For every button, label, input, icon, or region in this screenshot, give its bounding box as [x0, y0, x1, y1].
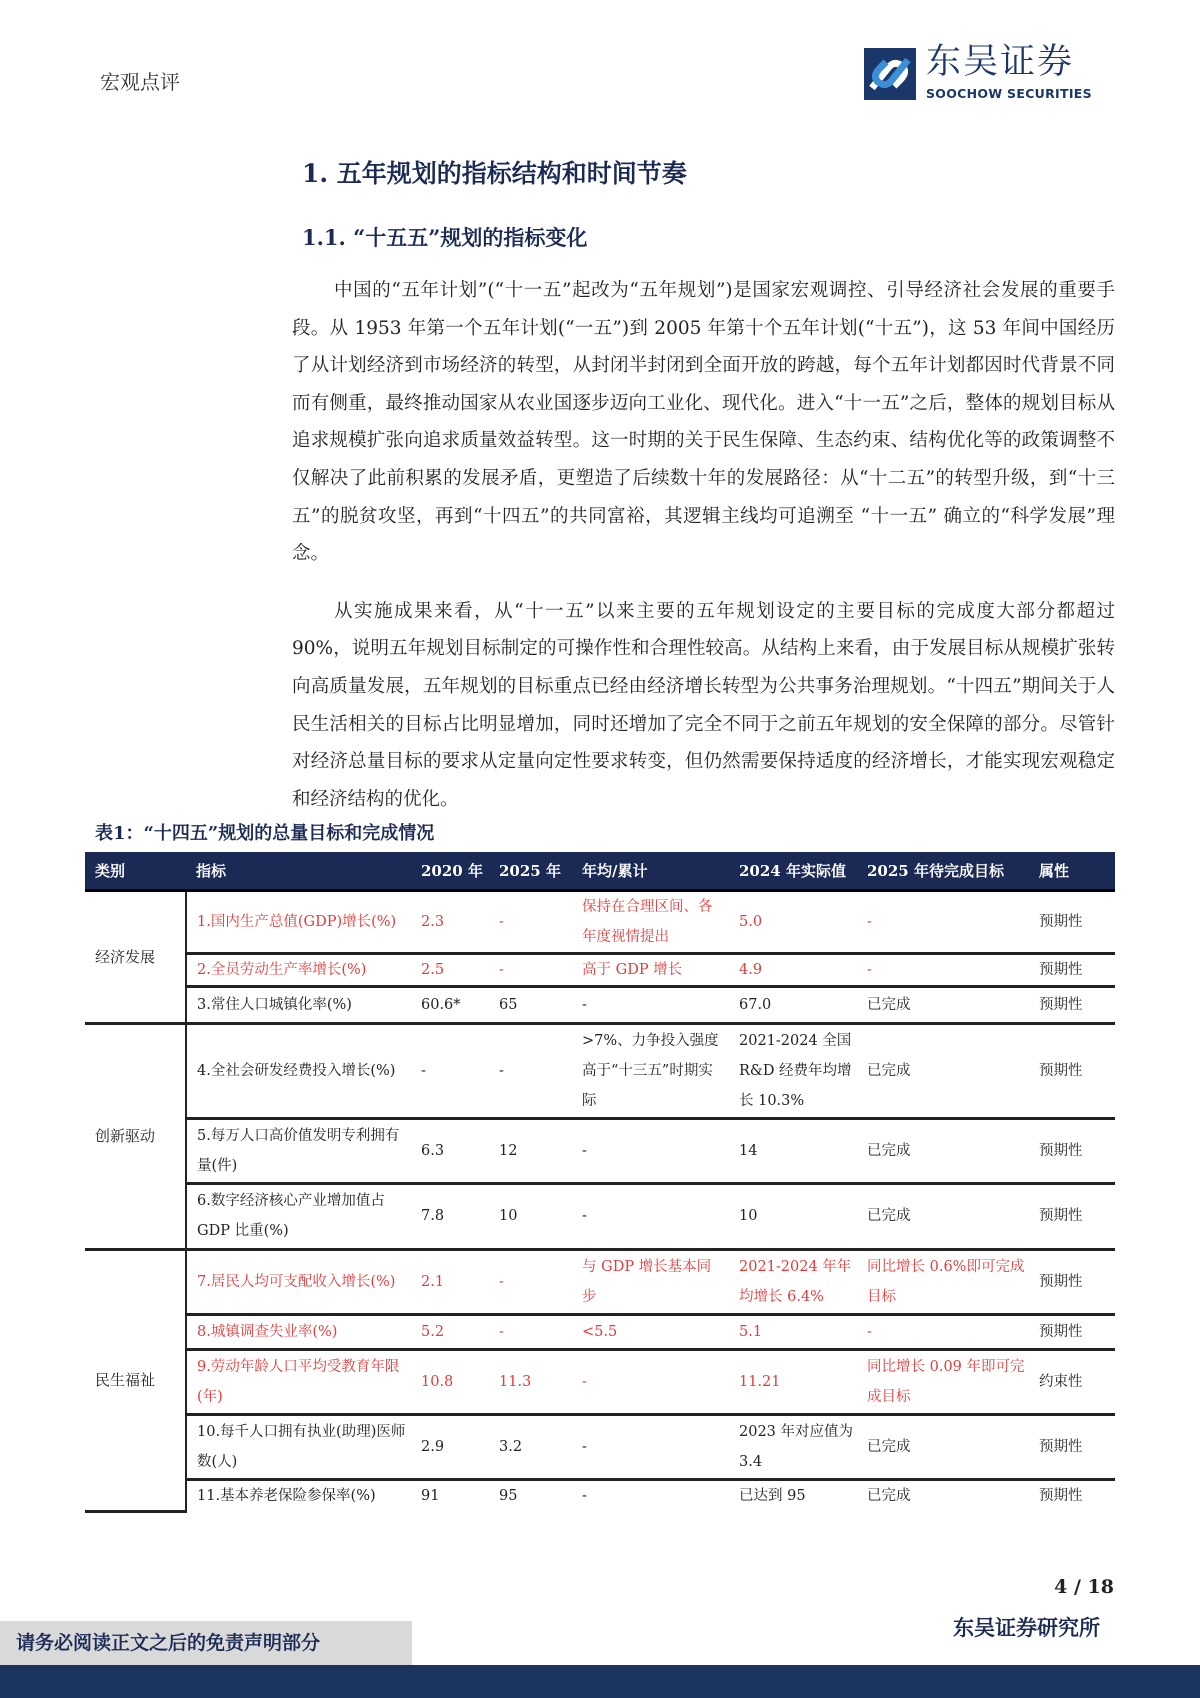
table-row	[85, 1023, 1115, 1118]
column-header: 2025 年待完成目标	[857, 852, 1029, 890]
table-cell: -	[489, 1249, 572, 1314]
table-cell: -	[857, 953, 1029, 986]
category-cell: 民生福祉	[85, 1249, 186, 1511]
page-number: 4 / 18	[1054, 1576, 1114, 1598]
logo-text-en: SOOCHOW SECURITIES	[926, 86, 1092, 101]
table-cell: 预期性	[1029, 1249, 1115, 1314]
table-row	[85, 953, 1115, 986]
institute-name: 东吴证券研究所	[953, 1615, 1100, 1640]
table-cell: 6.3	[411, 1118, 489, 1183]
table-cell: 5.0	[729, 890, 857, 953]
table-cell: 11.基本养老保险参保率(%)	[197, 1488, 376, 1505]
table-cell: 11.21	[729, 1349, 857, 1414]
table-cell: 2.全员劳动生产率增长(%)	[186, 953, 411, 986]
column-header: 2025 年	[489, 852, 572, 890]
table-cell: 12	[489, 1118, 572, 1183]
table-cell: -	[489, 1314, 572, 1349]
table-cell: 已完成	[857, 1183, 1029, 1249]
table-cell: 2.1	[411, 1249, 489, 1314]
table-row	[85, 1249, 1115, 1314]
footer-band	[0, 1665, 1200, 1698]
logo-mark-icon	[864, 48, 916, 100]
table-cell: -	[857, 1314, 1029, 1349]
column-header: 2024 年实际值	[729, 852, 857, 890]
table-cell: 10	[489, 1183, 572, 1249]
table-cell: 9.劳动年龄人口平均受教育年限(年)	[186, 1349, 411, 1414]
table-cell: 已完成	[857, 1414, 1029, 1479]
table-cell: 10.每千人口拥有执业(助理)医师数(人)	[186, 1414, 411, 1479]
disclaimer-note: 请务必阅读正文之后的免责声明部分	[0, 1621, 412, 1665]
table-cell: -	[572, 1414, 729, 1479]
table-cell: 4.全社会研发经费投入增长(%)	[186, 1023, 411, 1118]
table-cell: 预期性	[1029, 1414, 1115, 1479]
table-cell: 4.9	[729, 953, 857, 986]
table-cell: 高于 GDP 增长	[572, 953, 729, 986]
table-cell: 6.数字经济核心产业增加值占 GDP 比重(%)	[186, 1183, 411, 1249]
table-cell: 5.每万人口高价值发明专利拥有量(件)	[186, 1118, 411, 1183]
table-cell: 7.居民人均可支配收入增长(%)	[186, 1249, 411, 1314]
table-cell: 2023 年对应值为 3.4	[729, 1414, 857, 1479]
category-cell: 经济发展	[85, 890, 186, 1023]
table-cell: 已完成	[857, 1023, 1029, 1118]
table-cell: 已完成	[867, 1488, 911, 1505]
column-header: 年均/累计	[572, 852, 729, 890]
table-cell: 与 GDP 增长基本同步	[572, 1249, 729, 1314]
table-row	[85, 1414, 1115, 1479]
report-type: 宏观点评	[100, 70, 180, 94]
table-cell: 预期性	[1029, 890, 1115, 953]
table-cell: >7%、力争投入强度高于“十三五”时期实际	[572, 1023, 729, 1118]
table-cell: -	[857, 890, 1029, 953]
table-cell: 8.城镇调查失业率(%)	[186, 1314, 411, 1349]
table-cell: <5.5	[572, 1314, 729, 1349]
table-cell: 1.国内生产总值(GDP)增长(%)	[186, 890, 411, 953]
table-cell: -	[582, 1488, 587, 1505]
logo-text-cn: 东吴证券	[926, 42, 1075, 82]
table-cell: -	[489, 953, 572, 986]
table-row	[85, 890, 1115, 953]
table-cell: 60.6*	[411, 986, 489, 1023]
table-cell: 10	[729, 1183, 857, 1249]
table-cell: 91	[421, 1488, 440, 1505]
table-cell: 约束性	[1029, 1349, 1115, 1414]
table-cell: 2021-2024 全国 R&D 经费年均增长 10.3%	[729, 1023, 857, 1118]
table-cell: 14	[729, 1118, 857, 1183]
table-cell: 2.3	[411, 890, 489, 953]
column-header: 类别	[85, 852, 186, 890]
paragraph-1: 中国的“五年计划”(“十一五”起改为“五年规划”)是国家宏观调控、引导经济社会发展的重要手段。从 1953 年第一个五年计划(“一五”)到 2005 年第十个五年计划(“十五”)，这 53 年间中国经历了从计划经济到市场经济的转型，从封闭半封闭到全面开放的跨越，每个五年计划都因时代背景不同而有侧重，最终推动国家从农业国逐步迈向工业化、现代化。进入“十一五”之后，整体的规划目标从追求规模扩张向追求质量效益转型。这一时期的关于民生保障、生态约束、结构优化等的政策调整不仅解决了此前积累的发展矛盾，更塑造了后续数十年的发展路径：从“十二五”的转型升级，到“十三五”的脱贫攻坚，再到“十四五”的共同富裕，其逻辑主线均可追溯至 “十一五” 确立的“科学发展”理念。	[292, 280, 1115, 565]
table-cell: 5.1	[729, 1314, 857, 1349]
table-cell: 预期性	[1029, 986, 1115, 1023]
table-row	[85, 1118, 1115, 1183]
table-cell: -	[489, 1023, 572, 1118]
table-cell: -	[572, 1349, 729, 1414]
table-cell: -	[572, 1183, 729, 1249]
table-cell: 已完成	[857, 986, 1029, 1023]
column-header: 指标	[186, 852, 411, 890]
table-cell: 3.常住人口城镇化率(%)	[186, 986, 411, 1023]
table-cell: 预期性	[1029, 1118, 1115, 1183]
table-cell: 预期性	[1029, 1023, 1115, 1118]
table-cell: 67.0	[729, 986, 857, 1023]
table-row	[85, 986, 1115, 1023]
table-cell: 预期性	[1029, 1183, 1115, 1249]
body-flow	[0, 272, 1200, 1513]
targets-table	[85, 852, 1115, 1513]
table-cell: 2.5	[411, 953, 489, 986]
table-row	[85, 1183, 1115, 1249]
table-cell: 3.2	[489, 1414, 572, 1479]
table-cell: 11.3	[489, 1349, 572, 1414]
table-cell: 2.9	[411, 1414, 489, 1479]
table-cell: 同比增长 0.09 年即可完成目标	[857, 1349, 1029, 1414]
table-cell: 保持在合理区间、各年度视情提出	[572, 890, 729, 953]
table-cell: 10.8	[411, 1349, 489, 1414]
table-cell: -	[572, 1118, 729, 1183]
table-cell: 已完成	[857, 1118, 1029, 1183]
category-cell: 创新驱动	[85, 1023, 186, 1249]
table-cell: 已达到 95	[739, 1488, 806, 1505]
table-cell: 95	[499, 1488, 518, 1505]
table-cell: 65	[489, 986, 572, 1023]
table-cell: 预期性	[1029, 953, 1115, 986]
table-row	[85, 1479, 1115, 1511]
table-header-row	[85, 852, 1115, 890]
table-cell: 7.8	[411, 1183, 489, 1249]
table-cell: 预期性	[1029, 1314, 1115, 1349]
table-row	[85, 1314, 1115, 1349]
soochow-logo	[864, 42, 1114, 106]
table-cell: -	[411, 1023, 489, 1118]
subsection-heading: 1.1. “十五五”规划的指标变化	[302, 225, 588, 250]
column-header: 2020 年	[411, 852, 489, 890]
table-row	[85, 1349, 1115, 1414]
table-cell: 5.2	[411, 1314, 489, 1349]
paragraph-2: 从实施成果来看，从“十一五”以来主要的五年规划设定的主要目标的完成度大部分都超过 90%，说明五年规划目标制定的可操作性和合理性较高。从结构上来看，由于发展目标从规模扩张转向高质量发展，五年规划的目标重点已经由经济增长转型为公共事务治理规划。“十四五”期间关于人民生活相关的目标占比明显增加，同时还增加了完全不同于之前五年规划的安全保障的部分。尽管针对经济总量目标的要求从定量向定性要求转变，但仍然需要保持适度的经济增长，才能实现宏观稳定和经济结构的优化。	[292, 600, 1115, 810]
table-cell: -	[572, 986, 729, 1023]
section-heading: 1. 五年规划的指标结构和时间节奏	[302, 159, 687, 188]
table-cell: 同比增长 0.6%即可完成目标	[857, 1249, 1029, 1314]
table-cell: -	[489, 890, 572, 953]
table-cell: 2021-2024 年年均增长 6.4%	[729, 1249, 857, 1314]
column-header: 属性	[1029, 852, 1115, 890]
table-cell: 预期性	[1039, 1488, 1083, 1505]
table-title: 表1：“十四五”规划的总量目标和完成情况	[95, 823, 435, 845]
